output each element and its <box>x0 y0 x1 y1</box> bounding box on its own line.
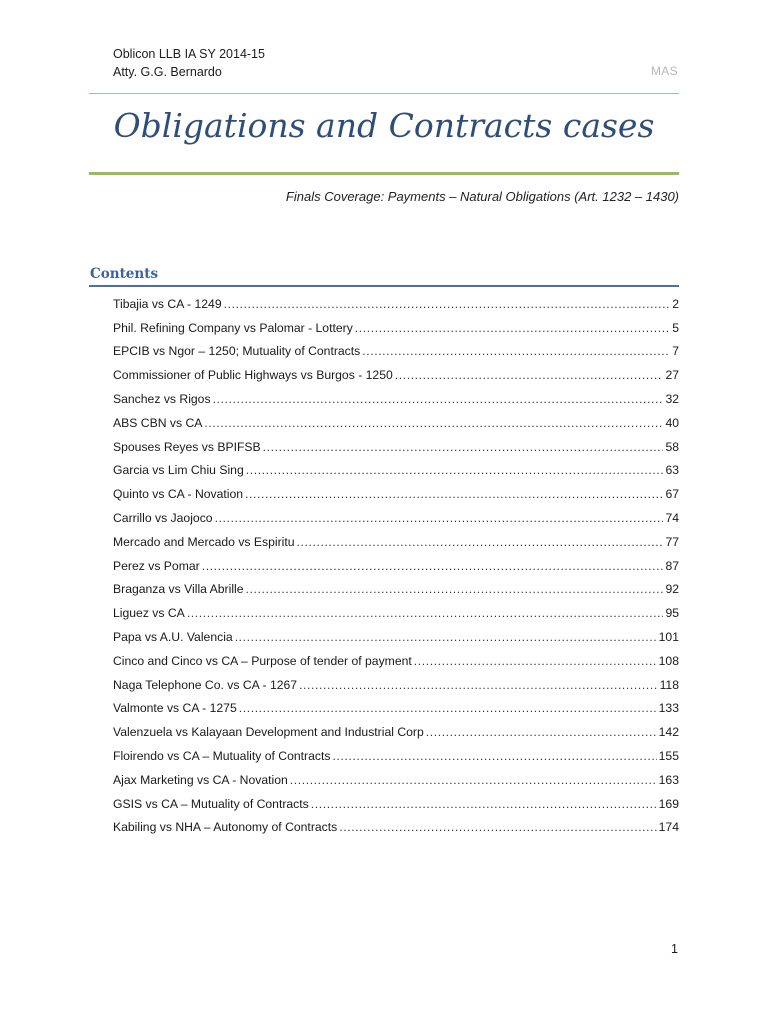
toc-entry-title: Valmonte vs CA - 1275 <box>113 701 237 716</box>
table-of-contents <box>113 290 679 837</box>
toc-entry[interactable] <box>113 599 679 623</box>
contents-divider <box>89 285 679 287</box>
toc-entry-title: Mercado and Mercado vs Espiritu <box>113 534 295 549</box>
toc-entry-page: 5 <box>672 320 679 335</box>
toc-entry[interactable] <box>113 361 679 385</box>
toc-dot-leader <box>239 698 657 718</box>
toc-entry[interactable] <box>113 576 679 600</box>
toc-entry-title: Papa vs A.U. Valencia <box>113 629 233 644</box>
toc-dot-leader <box>311 794 657 814</box>
toc-entry-page: 87 <box>665 558 679 573</box>
toc-entry-page: 142 <box>658 725 679 740</box>
toc-dot-leader <box>224 294 671 314</box>
toc-entry-page: 77 <box>665 534 679 549</box>
toc-entry-title: Naga Telephone Co. vs CA - 1267 <box>113 677 298 692</box>
toc-dot-leader <box>235 627 657 647</box>
toc-entry-page: 92 <box>665 582 679 597</box>
contents-heading: Contents <box>90 266 159 282</box>
toc-entry[interactable] <box>113 504 679 528</box>
toc-dot-leader <box>414 651 657 671</box>
toc-entry-title: Phil. Refining Company vs Palomar - Lottery <box>113 320 353 335</box>
toc-entry-title: GSIS vs CA – Mutuality of Contracts <box>113 796 309 811</box>
toc-entry-page: 2 <box>672 296 679 311</box>
toc-entry-title: Tibajia vs CA - 1249 <box>113 296 222 311</box>
toc-dot-leader <box>245 484 663 504</box>
toc-dot-leader <box>362 341 670 361</box>
toc-entry-page: 95 <box>665 606 679 621</box>
toc-entry-page: 40 <box>665 415 679 430</box>
header-course-line: Oblicon LLB IA SY 2014-15 <box>113 47 265 61</box>
toc-entry-page: 74 <box>665 510 679 525</box>
toc-dot-leader <box>332 746 656 766</box>
toc-dot-leader <box>297 532 664 552</box>
toc-entry-page: 7 <box>672 344 679 359</box>
toc-entry-title: Commissioner of Public Highways vs Burgos - 1250 <box>113 368 393 383</box>
toc-entry-title: Garcia vs Lim Chiu Sing <box>113 463 244 478</box>
toc-entry-page: 63 <box>665 463 679 478</box>
toc-entry-page: 58 <box>665 439 679 454</box>
toc-entry-title: Kabiling vs NHA – Autonomy of Contracts <box>113 820 338 835</box>
header-author-line: Atty. G.G. Bernardo <box>113 65 222 79</box>
toc-entry[interactable] <box>113 814 679 838</box>
toc-entry-title: Floirendo vs CA – Mutuality of Contracts <box>113 748 331 763</box>
toc-dot-leader <box>246 460 664 480</box>
document-title: Obligations and Contracts cases <box>113 106 655 145</box>
toc-entry-title: Valenzuela vs Kalayaan Development and Industrial Corp <box>113 725 424 740</box>
toc-entry[interactable] <box>113 790 679 814</box>
toc-entry-title: Perez vs Pomar <box>113 558 200 573</box>
toc-dot-leader <box>395 365 664 385</box>
toc-entry-page: 174 <box>658 820 679 835</box>
toc-entry[interactable] <box>113 742 679 766</box>
toc-entry[interactable] <box>113 314 679 338</box>
toc-entry[interactable] <box>113 385 679 409</box>
toc-entry[interactable] <box>113 290 679 314</box>
toc-entry-title: Carrillo vs Jaojoco <box>113 510 213 525</box>
toc-entry-page: 108 <box>658 653 679 668</box>
toc-entry-page: 32 <box>665 391 679 406</box>
toc-entry[interactable] <box>113 552 679 576</box>
page-header <box>113 45 265 81</box>
toc-entry[interactable] <box>113 433 679 457</box>
coverage-subtitle: Finals Coverage: Payments – Natural Obligations (Art. 1232 – 1430) <box>285 189 679 204</box>
toc-dot-leader <box>215 508 664 528</box>
toc-dot-leader <box>204 413 663 433</box>
toc-entry-title: Ajax Marketing vs CA - Novation <box>113 772 288 787</box>
toc-entry[interactable] <box>113 480 679 504</box>
toc-entry[interactable] <box>113 338 679 362</box>
toc-entry[interactable] <box>113 718 679 742</box>
toc-dot-leader <box>426 722 657 742</box>
toc-entry-title: EPCIB vs Ngor – 1250; Mutuality of Contracts <box>113 344 361 359</box>
toc-entry[interactable] <box>113 409 679 433</box>
toc-dot-leader <box>213 389 664 409</box>
toc-entry[interactable] <box>113 766 679 790</box>
toc-entry[interactable] <box>113 528 679 552</box>
toc-dot-leader <box>202 556 664 576</box>
toc-dot-leader <box>246 579 664 599</box>
toc-dot-leader <box>299 675 658 695</box>
toc-entry-page: 169 <box>658 796 679 811</box>
page-number: 1 <box>671 942 678 956</box>
toc-entry-title: Cinco and Cinco vs CA – Purpose of tender of payment <box>113 653 412 668</box>
header-initials: MAS <box>651 64 678 78</box>
toc-entry-page: 67 <box>665 487 679 502</box>
toc-entry-title: ABS CBN vs CA <box>113 415 203 430</box>
toc-entry-title: Spouses Reyes vs BPIFSB <box>113 439 261 454</box>
title-divider <box>89 172 679 175</box>
toc-entry[interactable] <box>113 647 679 671</box>
toc-entry-title: Liguez vs CA <box>113 606 185 621</box>
header-divider <box>89 93 679 94</box>
toc-entry-title: Quinto vs CA - Novation <box>113 487 244 502</box>
toc-entry-page: 101 <box>658 629 679 644</box>
toc-entry-page: 163 <box>658 772 679 787</box>
toc-dot-leader <box>339 817 656 837</box>
toc-entry[interactable] <box>113 671 679 695</box>
toc-entry-page: 118 <box>659 677 679 692</box>
toc-entry[interactable] <box>113 623 679 647</box>
toc-entry-page: 155 <box>658 748 679 763</box>
toc-entry-page: 27 <box>665 368 679 383</box>
toc-entry-title: Sanchez vs Rigos <box>113 391 211 406</box>
toc-dot-leader <box>263 437 664 457</box>
toc-dot-leader <box>187 603 664 623</box>
toc-dot-leader <box>290 770 657 790</box>
toc-entry-page: 133 <box>658 701 679 716</box>
toc-entry-title: Braganza vs Villa Abrille <box>113 582 244 597</box>
toc-dot-leader <box>355 318 670 338</box>
toc-entry[interactable] <box>113 695 679 719</box>
toc-entry[interactable] <box>113 457 679 481</box>
